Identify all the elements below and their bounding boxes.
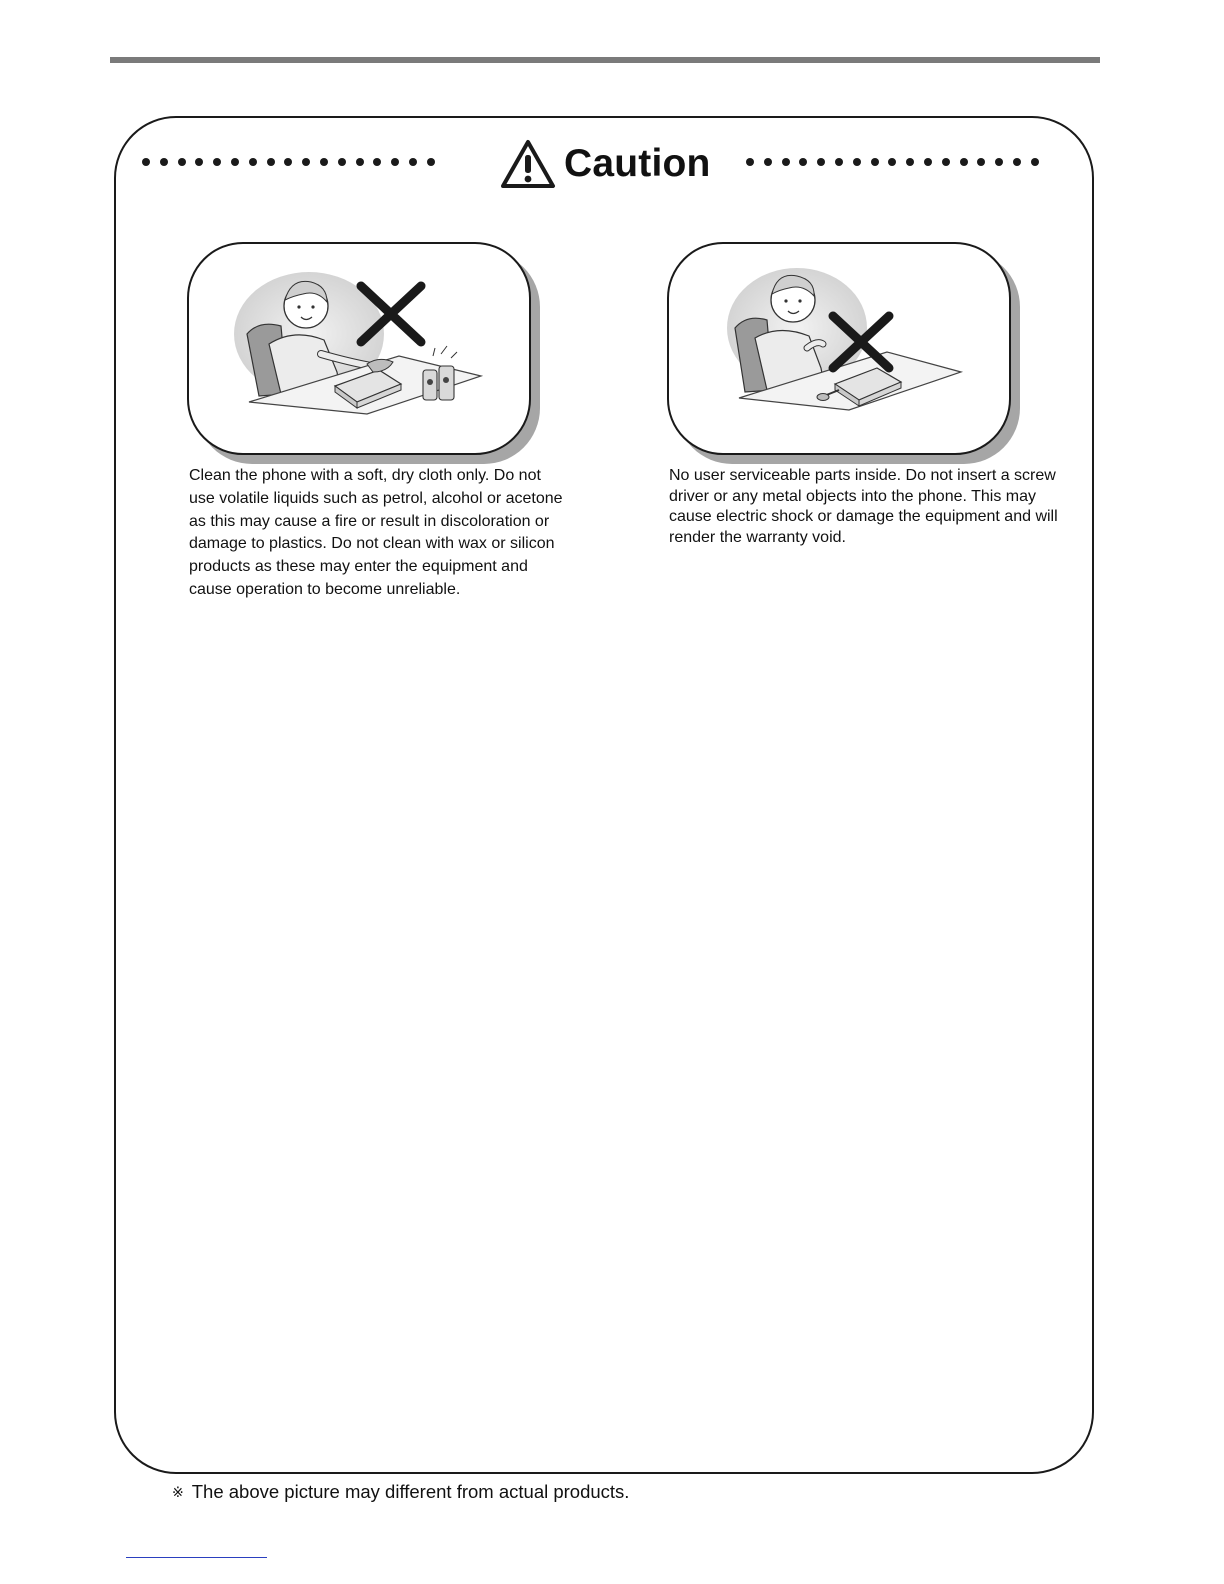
footer-link-underline (126, 1557, 267, 1558)
footnote-text: The above picture may different from actual products. (191, 1481, 630, 1502)
footnote (172, 1481, 629, 1503)
child-screwdriver-illustration (669, 244, 1011, 455)
caption-cleaning: Clean the phone with a soft, dry cloth only. Do not use volatile liquids such as petrol, alcohol or acetone as this may cause a fire or result in discoloration or damage to plastics. Do not clean with wax or silicon products as these may enter the equipment and cause operation to become unreliable. (189, 467, 563, 598)
caution-heading (0, 135, 1224, 195)
illustration-card-cleaning (187, 242, 531, 455)
top-rule (110, 57, 1100, 63)
card-face (667, 242, 1011, 455)
heading-title (500, 139, 711, 189)
reference-mark: ※ (172, 1485, 184, 1501)
dotted-leader-left (142, 158, 435, 166)
dotted-leader-right (746, 158, 1039, 166)
caution-title: Caution (564, 142, 711, 185)
caption-screwdriver: No user serviceable parts inside. Do not insert a screw driver or any metal objects into the phone. This may cause electric shock or damage the equipment and will render the warranty void. (669, 467, 1058, 546)
child-cleaning-illustration (189, 244, 531, 455)
warning-triangle-icon (500, 139, 556, 189)
card-face (187, 242, 531, 455)
illustration-card-screwdriver (667, 242, 1011, 455)
